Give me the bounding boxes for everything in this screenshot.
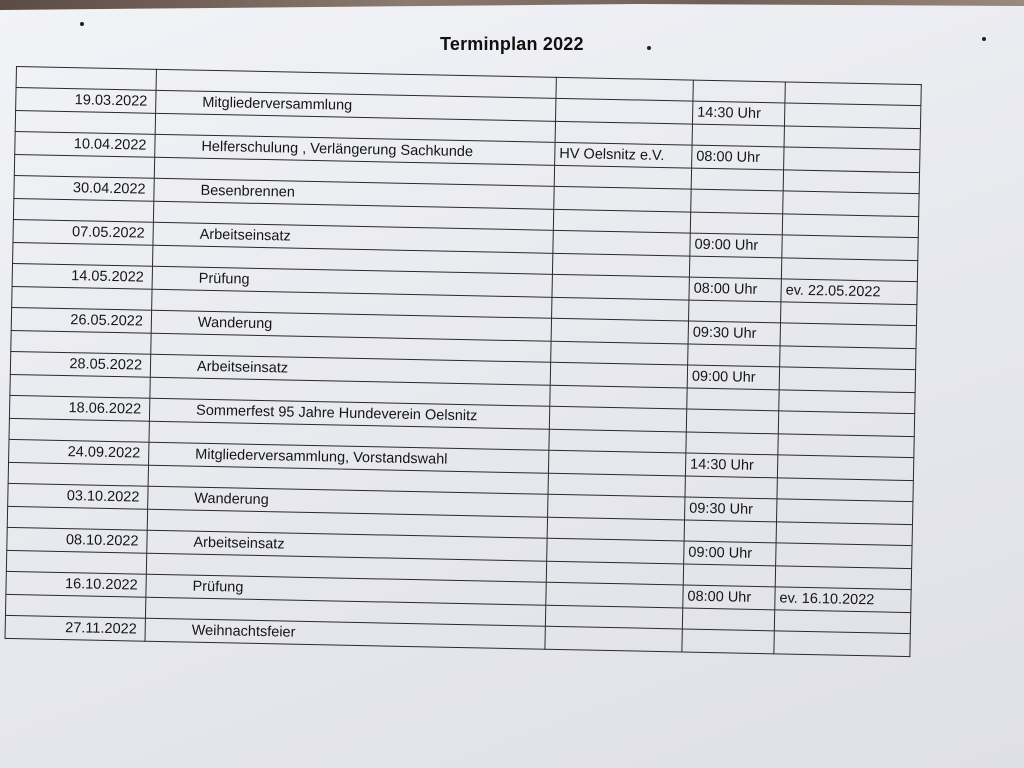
- table-cell: [776, 522, 912, 546]
- organizer-cell: [553, 230, 690, 256]
- table-cell: [691, 168, 783, 191]
- note-cell: [777, 455, 913, 481]
- table-cell: [785, 82, 921, 106]
- schedule-table-body: [5, 67, 921, 657]
- event-cell: Helferschulung , Verlängerung Sachkunde: [155, 134, 555, 165]
- table-cell: [779, 390, 915, 414]
- table-cell: [685, 476, 777, 499]
- note-cell: [777, 499, 913, 525]
- table-cell: [14, 154, 154, 178]
- note-cell: ev. 16.10.2022: [775, 587, 911, 613]
- table-cell: [783, 170, 919, 194]
- date-cell: 18.06.2022: [9, 395, 149, 421]
- table-cell: [690, 212, 782, 235]
- punch-hole-dot: [80, 22, 84, 26]
- date-cell: 16.10.2022: [6, 571, 146, 597]
- schedule-table-wrapper: [4, 66, 921, 657]
- table-cell: [13, 242, 153, 266]
- event-cell: Besenbrennen: [154, 178, 554, 209]
- table-cell: [549, 429, 686, 453]
- date-cell: 27.11.2022: [5, 615, 145, 641]
- table-cell: [686, 432, 778, 455]
- event-cell: Prüfung: [152, 266, 552, 297]
- schedule-table: [4, 66, 921, 657]
- note-cell: [778, 411, 914, 437]
- event-cell: Weihnachtsfeier: [145, 618, 545, 649]
- time-cell: [686, 409, 778, 434]
- table-cell: [551, 341, 688, 365]
- event-cell: Wanderung: [151, 310, 551, 341]
- table-cell: [8, 462, 148, 486]
- table-cell: [553, 209, 690, 233]
- table-cell: [11, 330, 151, 354]
- event-cell: Arbeitseinsatz: [153, 222, 553, 253]
- table-cell: [780, 346, 916, 370]
- organizer-cell: [552, 274, 689, 300]
- event-cell: Mitgliederversammlung: [156, 90, 556, 121]
- table-cell: [546, 561, 683, 585]
- document-title: Terminplan 2022: [440, 34, 584, 54]
- table-cell: [778, 434, 914, 458]
- punch-hole-dot: [647, 46, 651, 50]
- punch-hole-dot: [982, 37, 986, 41]
- date-cell: 19.03.2022: [16, 88, 156, 114]
- time-cell: 09:30 Uhr: [685, 497, 777, 522]
- table-cell: [12, 286, 152, 310]
- table-cell: [782, 214, 918, 238]
- note-cell: [784, 147, 920, 173]
- date-cell: 08.10.2022: [7, 527, 147, 553]
- table-cell: [780, 302, 916, 326]
- table-cell: [556, 77, 693, 101]
- table-cell: [688, 344, 780, 367]
- table-cell: [13, 198, 153, 222]
- date-cell: 26.05.2022: [11, 307, 151, 333]
- date-cell: 28.05.2022: [10, 351, 150, 377]
- time-cell: 09:30 Uhr: [688, 321, 780, 346]
- organizer-cell: [548, 494, 685, 520]
- table-cell: [6, 550, 146, 574]
- table-cell: [689, 300, 781, 323]
- table-cell: [687, 388, 779, 411]
- date-cell: 30.04.2022: [14, 175, 154, 201]
- organizer-cell: [547, 538, 684, 564]
- note-cell: [783, 191, 919, 217]
- organizer-cell: [546, 582, 683, 608]
- table-cell: [7, 506, 147, 530]
- table-cell: [16, 67, 156, 91]
- note-cell: [784, 103, 920, 129]
- table-cell: [554, 165, 691, 189]
- table-cell: [775, 566, 911, 590]
- time-cell: 14:30 Uhr: [692, 101, 784, 126]
- date-cell: 03.10.2022: [8, 483, 148, 509]
- table-cell: [781, 258, 917, 282]
- table-cell: [682, 608, 774, 631]
- table-cell: [555, 121, 692, 145]
- table-cell: [689, 256, 781, 279]
- table-cell: [547, 517, 684, 541]
- table-cell: [5, 594, 145, 618]
- table-cell: [548, 473, 685, 497]
- organizer-cell: [550, 362, 687, 388]
- time-cell: 09:00 Uhr: [690, 233, 782, 258]
- time-cell: 08:00 Uhr: [689, 277, 781, 302]
- table-cell: [693, 80, 785, 103]
- table-cell: [550, 385, 687, 409]
- time-cell: 08:00 Uhr: [692, 145, 784, 170]
- time-cell: [691, 189, 783, 214]
- table-cell: [552, 297, 689, 321]
- date-cell: 14.05.2022: [12, 263, 152, 289]
- organizer-cell: HV Oelsnitz e.V.: [555, 142, 692, 168]
- date-cell: 24.09.2022: [9, 439, 149, 465]
- event-cell: Arbeitseinsatz: [147, 530, 547, 561]
- event-cell: Sommerfest 95 Jahre Hundeverein Oelsnitz: [149, 398, 549, 429]
- table-cell: [784, 126, 920, 150]
- note-cell: [780, 323, 916, 349]
- table-cell: [774, 610, 910, 634]
- note-cell: [774, 631, 910, 657]
- event-cell: Arbeitseinsatz: [150, 354, 550, 385]
- note-cell: ev. 22.05.2022: [781, 279, 917, 305]
- table-cell: [684, 520, 776, 543]
- table-cell: [692, 124, 784, 147]
- organizer-cell: [551, 318, 688, 344]
- time-cell: [682, 629, 774, 654]
- time-cell: 09:00 Uhr: [684, 541, 776, 566]
- date-cell: 10.04.2022: [15, 131, 155, 157]
- organizer-cell: [555, 98, 692, 124]
- event-cell: Wanderung: [148, 486, 548, 517]
- table-cell: [683, 564, 775, 587]
- time-cell: 09:00 Uhr: [687, 365, 779, 390]
- organizer-cell: [545, 626, 682, 652]
- table-cell: [15, 111, 155, 135]
- note-cell: [776, 543, 912, 569]
- time-cell: 08:00 Uhr: [683, 585, 775, 610]
- event-cell: Mitgliederversammlung, Vorstandswahl: [149, 442, 549, 473]
- organizer-cell: [548, 450, 685, 476]
- organizer-cell: [549, 406, 686, 432]
- table-cell: [545, 605, 682, 629]
- table-cell: [552, 253, 689, 277]
- time-cell: 14:30 Uhr: [685, 453, 777, 478]
- date-cell: 07.05.2022: [13, 219, 153, 245]
- table-cell: [10, 374, 150, 398]
- event-cell: Prüfung: [146, 574, 546, 605]
- organizer-cell: [554, 186, 691, 212]
- table-cell: [777, 478, 913, 502]
- table-cell: [9, 418, 149, 442]
- note-cell: [779, 367, 915, 393]
- note-cell: [782, 235, 918, 261]
